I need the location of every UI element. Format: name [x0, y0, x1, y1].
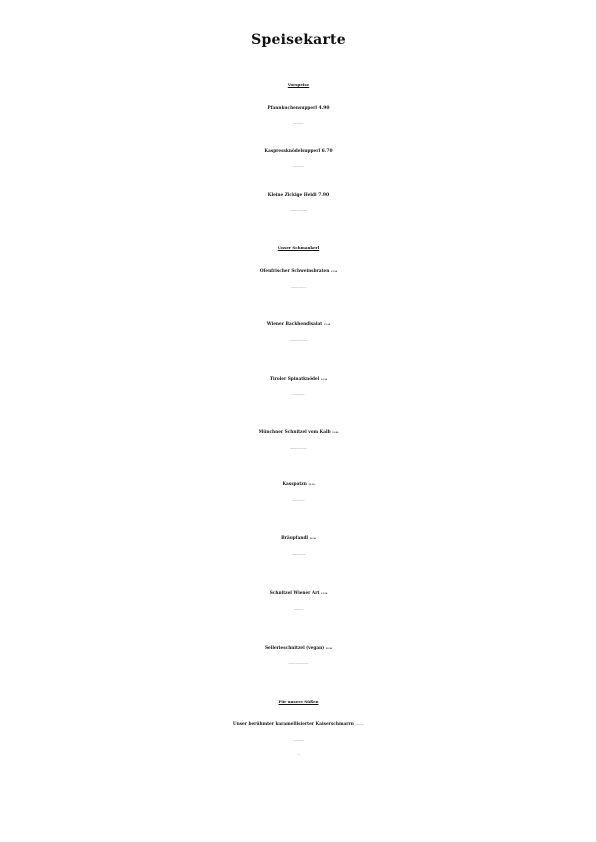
page-title: Speisekarte	[251, 32, 346, 48]
dish-price: 13.90	[320, 593, 328, 595]
dish-name: Kleine Zickige Heidi	[267, 193, 317, 198]
menu-item-title	[0, 193, 597, 198]
dish-price: 6.70	[321, 149, 333, 154]
dish-price: 19.80	[332, 432, 339, 434]
dish-name: Sellerieschnitzel (vegan)	[264, 646, 325, 651]
dish-name: Schnitzel Wiener Art	[269, 591, 320, 596]
section-heading-schmankerl: Unser Schmankerl	[277, 245, 320, 250]
section-heading-suessen: Für unsere Süßen	[278, 699, 319, 704]
dish-price: 16.50	[309, 538, 316, 540]
dish-name: Unser berühmter karamellisierter Kaiserschmarrn	[232, 722, 354, 727]
dish-name: Wiener Backhendlsalat	[266, 322, 323, 327]
dish-price: 13.90	[330, 271, 338, 273]
menu-item-title	[0, 430, 597, 435]
dish-name: Bräupfandl	[281, 536, 309, 541]
menu-item-title	[0, 322, 597, 327]
dish-name: Münchner Schnitzel vom Kalb	[258, 430, 331, 435]
dish-name: Ofenfrischer Schweinsbraten	[259, 269, 330, 274]
dish-name: Tiroler Spinatknödel	[269, 377, 320, 382]
dish-price: 4.90	[318, 106, 330, 111]
dish-price: 7.90	[318, 193, 330, 198]
section-heading-vorspeise: Vorspeise	[287, 82, 310, 87]
dish-name: Pfannkuchensupperl	[267, 106, 317, 111]
dish-name: Kaspressknödelsupperl	[264, 149, 321, 154]
menu-item-title	[0, 722, 597, 727]
dish-name: Kasspatzn	[282, 482, 307, 487]
dish-price: 13.50	[308, 484, 315, 486]
dish-price: 12.90	[325, 648, 333, 650]
menu-item-title	[0, 482, 597, 487]
dish-price: 14.50	[320, 379, 328, 381]
menu-item-title	[0, 149, 597, 154]
menu-item-title	[0, 591, 597, 596]
menu-item-title	[0, 536, 597, 541]
dish-price: 15.40	[323, 324, 331, 326]
menu-item-title	[0, 106, 597, 111]
menu-item-title	[0, 646, 597, 651]
dish-note: (dauert a bisserl)	[355, 725, 365, 726]
menu-item-title	[0, 269, 597, 274]
menu-item-title	[0, 377, 597, 382]
